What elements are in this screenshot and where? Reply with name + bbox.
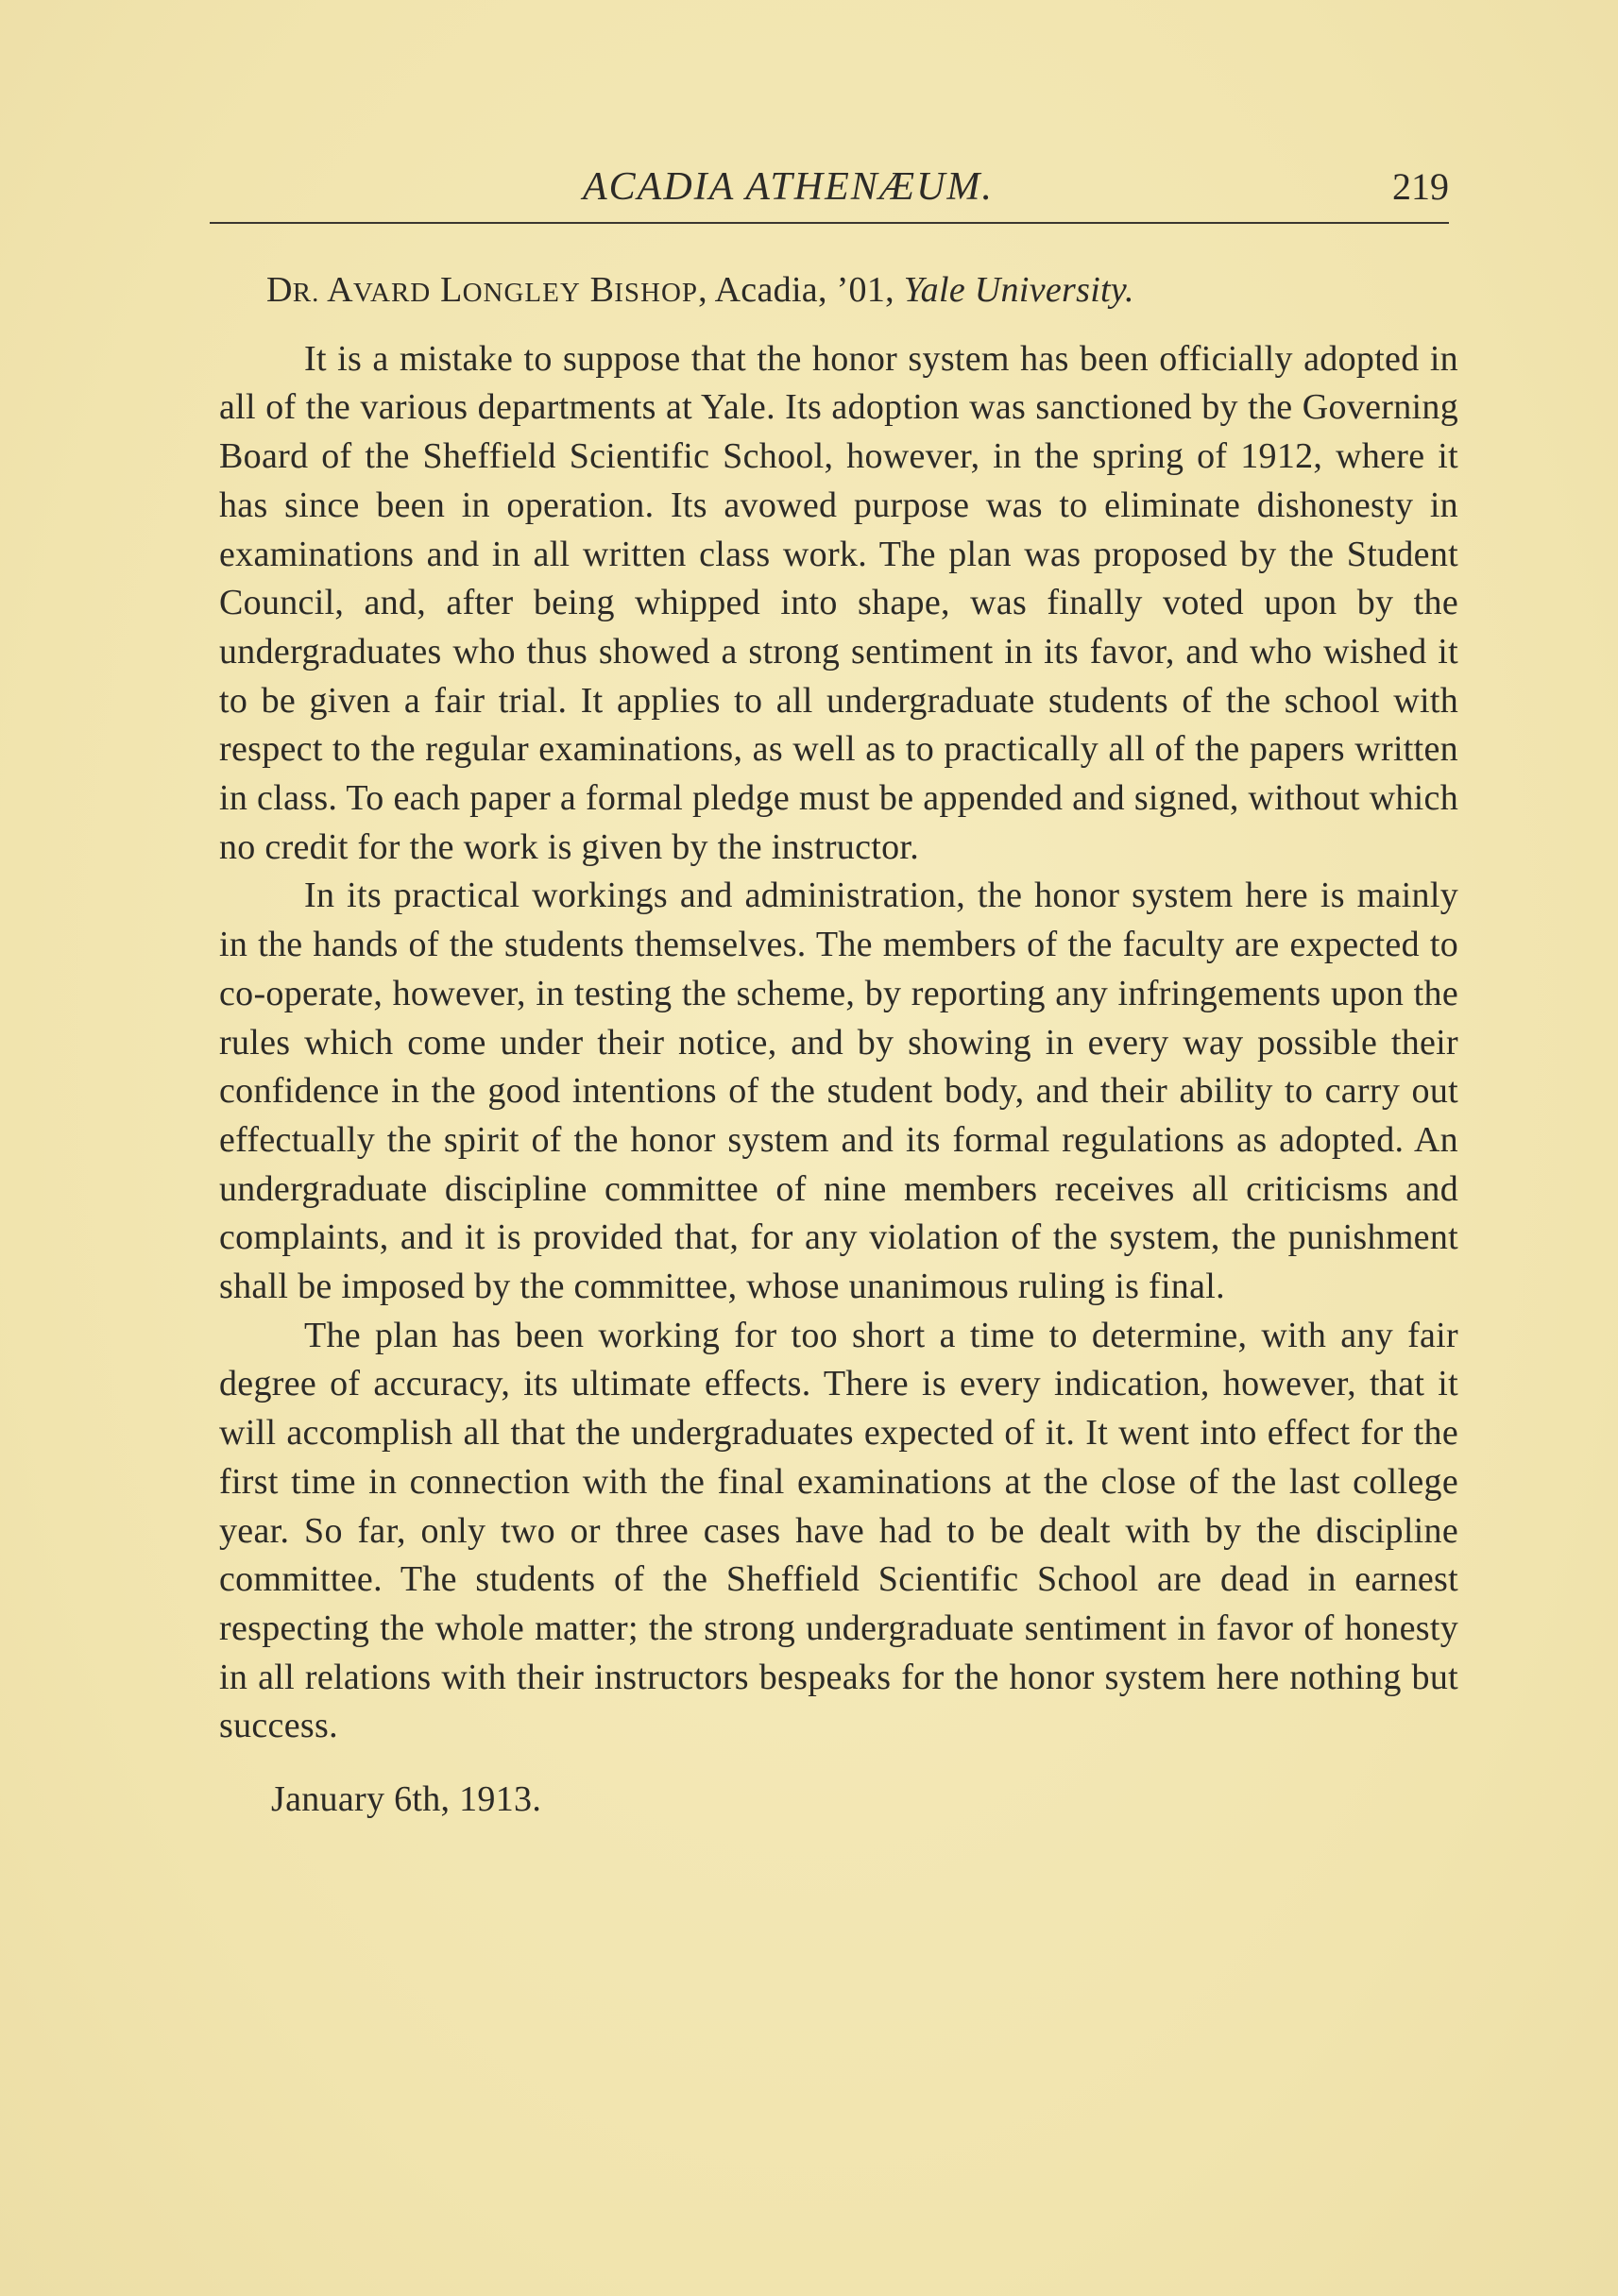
article-body (219, 266, 1458, 1825)
paragraph: In its practical workings and administration, the honor system here is mainly in the hands of the students themselves. The members of the faculty are expected to co-operate, however, in testing the scheme, by reporting any infringements upon the rules which come under their notice, and by showing in every way possible their confidence in the good intentions of the student body, and their ability to carry out effectually the spirit of the honor system and its formal regulations as adopted. An undergraduate discipline committee of nine members receives all criticisms and complaints, and it is provided that, for any violation of the system, the punishment shall be imposed by the committee, whose unanimous ruling is final. (219, 876, 1458, 1307)
byline-initial: D (266, 270, 293, 310)
page-number: 219 (1392, 165, 1449, 208)
byline-institution: Yale University. (903, 270, 1134, 310)
byline-rest: ISHOP (614, 278, 699, 308)
byline-affiliation: , Acadia, ’01, (698, 270, 904, 310)
paragraph: The plan has been working for too short a time to determine, with any fair degree of accuracy, its ultimate effects. There is every indication, however, that it will accomplish all that the undergraduates expected of it. It went into effect for the first time in connection with the final examinations at the close of the last college year. So far, only two or three cases have had to be dealt with by the discipline committee. The students of the Sheffield Scientific School are dead in earnest respecting the whole matter; the strong undergraduate sentiment in favor of honesty in all relations with their instructors bespeaks for the honor system here nothing but success. (219, 1315, 1458, 1746)
byline-rest: R. (292, 278, 320, 308)
header-rule (210, 222, 1449, 224)
byline-rest: VARD (352, 278, 432, 308)
paragraph: It is a mistake to suppose that the honor system has been officially adopted in all of the various departments at Yale. Its adoption was sanctioned by the Governing Board of the Sheffield Scientific School, however, in the spring of 1912, where it has since been in operation. Its avowed purpose was to eliminate dishonesty in examinations and in all written class work. The plan was proposed by the Student Council, and, after being whipped into shape, was finally voted upon by the undergraduates who thus showed a strong sentiment in its favor, and who wished it to be given a fair trial. It applies to all undergraduate students of the school with respect to the regular examinations, as well as to practically all of the papers written in class. To each paper a formal pledge must be appended and signed, without which no credit for the work is given by the instructor. (219, 338, 1458, 867)
byline-rest: ONGLEY (462, 278, 581, 308)
byline-initial: A (327, 270, 353, 310)
byline (219, 266, 1458, 318)
byline-initial: B (589, 270, 615, 310)
page-header (210, 161, 1449, 217)
running-head: ACADIA ATHENÆUM. (583, 165, 994, 209)
byline-initial: L (440, 270, 463, 310)
date-line: January 6th, 1913. (271, 1779, 542, 1820)
